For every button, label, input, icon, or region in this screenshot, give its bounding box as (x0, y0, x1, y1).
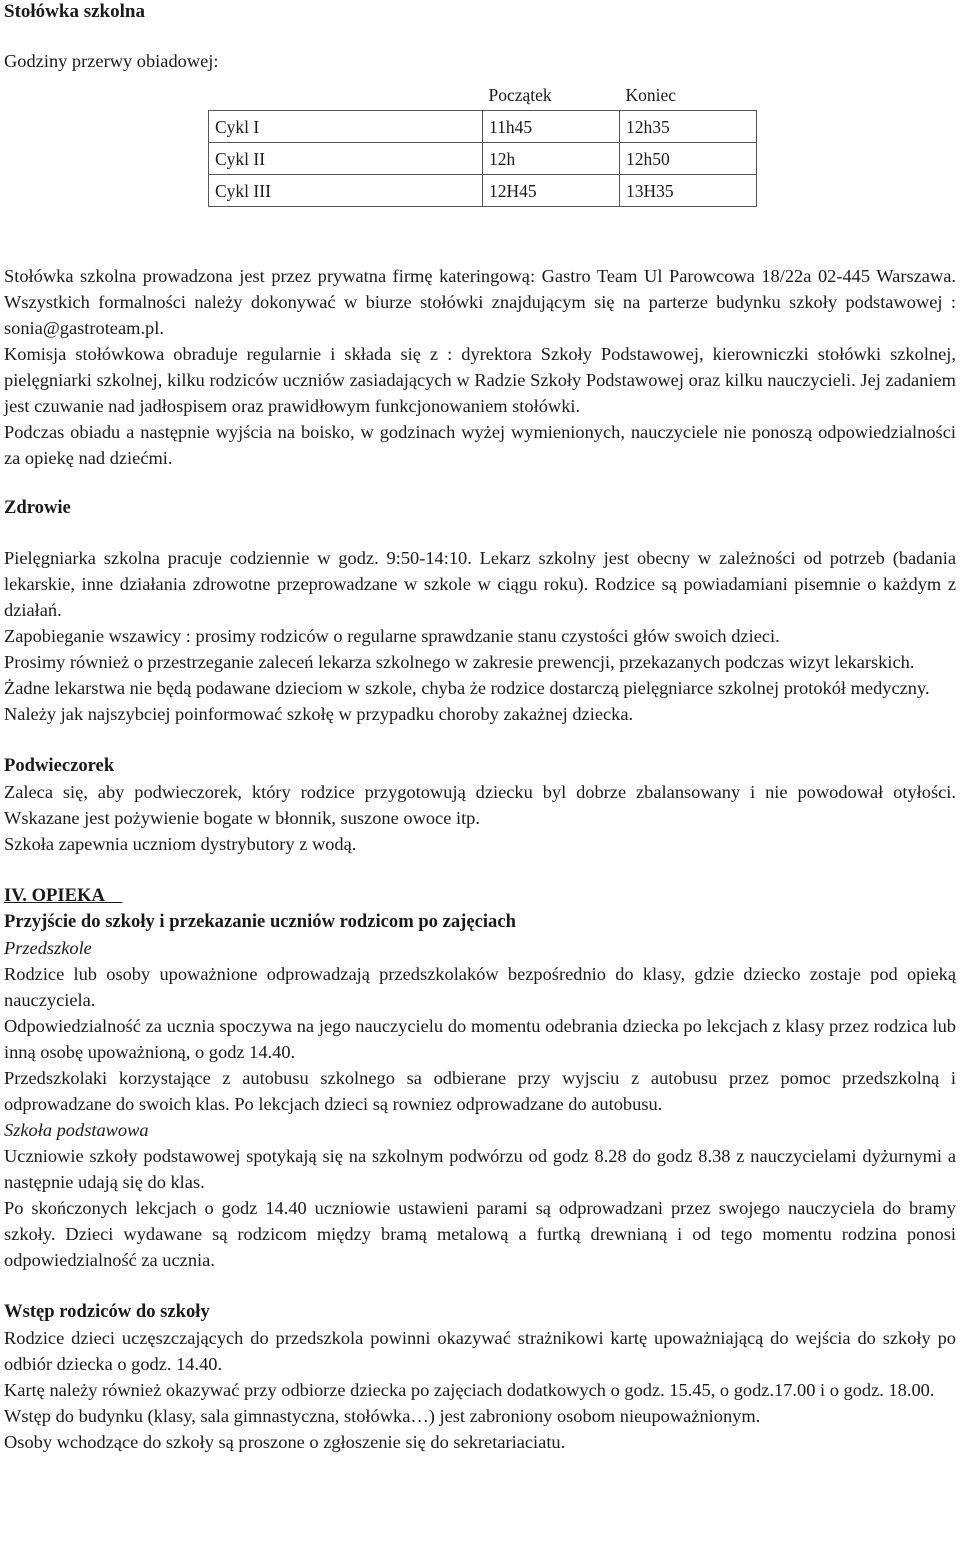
section-title-care: IV. OPIEKA (4, 885, 123, 906)
lunch-hours-table (208, 80, 757, 207)
table-header-row (209, 80, 757, 111)
health-paragraph-3: Prosimy również o przestrzeganie zaleceń lekarza szkolnego w zakresie prewencji, przekazanych podczas wizyt lekarskich. (4, 652, 915, 672)
care-paragraph-3: Przedszkolaki korzystające z autobusu szkolnego sa odbierane przy wyjsciu z autobusu przez pomoc przedszkolną i odprowadzane do swoich klas. Po lekcjach dzieci są rowniez odprowadzane do autobusu. (4, 1068, 956, 1114)
table-cell-cycle: Cykl I (209, 111, 483, 143)
table-header-end: Koniec (625, 85, 677, 105)
care-paragraph-5: Po skończonych lekcjach o godz 14.40 uczniowie ustawieni parami są odprowadzani przez swojego nauczyciela do bramy szkoły. Dzieci wydawane są rodzicom między bramą metalową a furtką drewnianą i od tego momentu rodzina ponosi odpowiedzialność za ucznia. (4, 1198, 956, 1270)
section-title-health: Zdrowie (4, 497, 71, 518)
preschool-label: Przedszkole (4, 938, 92, 958)
table-cell-cycle: Cykl III (209, 175, 483, 207)
section-title-snack: Podwieczorek (4, 755, 115, 776)
health-paragraph-1: Pielęgniarka szkolna pracuje codziennie w godz. 9:50-14:10. Lekarz szkolny jest obecny w zależności od potrzeb (badania lekarskie, inne działania zdrowotne przeprowadzane w szkole w ciągu roku). Rodzice są powiadamiani pisemnie o każdym z działań. (4, 548, 956, 620)
table-row (209, 143, 757, 175)
snack-paragraph-2: Szkoła zapewnia uczniom dystrybutory z wodą. (4, 834, 357, 854)
table-row (209, 111, 757, 143)
table-cell-start: 11h45 (483, 111, 620, 143)
section-title-canteen: Stołówka szkolna (4, 1, 145, 22)
canteen-paragraph-2: Komisja stołówkowa obraduje regularnie i składa się z : dyrektora Szkoły Podstawowej, kierowniczki stołówki szkolnej, pielęgniarki szkolnej, kilku rodziców uczniów zasiadających w Radzie Szkoły Podstawowej oraz kilku nauczycieli. Jej zadaniem jest czuwanie nad jadłospisem oraz prawidłowym funkcjonowaniem stołówki. (4, 344, 956, 416)
table-cell-cycle: Cykl II (209, 143, 483, 175)
table-header-cell (209, 80, 483, 111)
care-paragraph-2: Odpowiedzialność za ucznia spoczywa na jego nauczycielu do momentu odebrania dziecka po lekcjach z klasy przez rodzica lub inną osobę upoważnioną, o godz 14.40. (4, 1016, 956, 1062)
care-paragraph-4: Uczniowie szkoły podstawowej spotykają się na szkolnym podwórzu od godz 8.28 do godz 8.38 z nauczycielami dyżurnymi a następnie udają się do klas. (4, 1146, 956, 1192)
table-cell-end: 12h35 (620, 111, 757, 143)
health-paragraph-5: Należy jak najszybciej poinformować szkołę w przypadku choroby zakażnej dziecka. (4, 704, 634, 724)
snack-paragraph-1: Zaleca się, aby podwieczorek, który rodzice przygotowują dziecku byl dobrze zbalansowany i nie powodował otyłości. Wskazane jest pożywienie bogate w błonnik, suszone owoce itp. (4, 782, 956, 828)
canteen-paragraph-1: Stołówka szkolna prowadzona jest przez prywatna firmę kateringową: Gastro Team Ul Parowcowa 18/22a 02-445 Warszawa. Wszystkich formalności należy dokonywać w biurze stołówki znajdującym się na parterze budynku szkoły podstawowej : sonia@gastroteam.pl. (4, 266, 956, 338)
entry-paragraph-3: Wstęp do budynku (klasy, sala gimnastyczna, stołówka…) jest zabroniony osobom nieupoważnionym. (4, 1406, 761, 1426)
section-title-entry: Wstęp rodziców do szkoły (4, 1301, 210, 1322)
table-cell-end: 13H35 (620, 175, 757, 207)
entry-paragraph-1: Rodzice dzieci uczęszczających do przedszkola powinni okazywać strażnikowi kartę upoważniającą do wejścia do szkoły po odbiór dziecka o godz. 14.40. (4, 1328, 956, 1374)
table-cell-end: 12h50 (620, 143, 757, 175)
entry-paragraph-2: Kartę należy również okazywać przy odbiorze dziecka po zajęciach dodatkowych o godz. 15.45, o godz.17.00 i o godz. 18.00. (4, 1380, 935, 1400)
care-paragraph-1: Rodzice lub osoby upoważnione odprowadzają przedszkolaków bezpośrednio do klasy, gdzie dziecko zostaje pod opieką nauczyciela. (4, 964, 956, 1010)
table-header-start: Początek (488, 85, 552, 105)
primary-school-label: Szkoła podstawowa (4, 1120, 149, 1140)
table-cell-start: 12H45 (483, 175, 620, 207)
table-row (209, 175, 757, 207)
canteen-paragraph-3: Podczas obiadu a następnie wyjścia na boisko, w godzinach wyżej wymienionych, nauczyciele nie ponoszą odpowiedzialności za opiekę nad dziećmi. (4, 422, 956, 468)
entry-paragraph-4: Osoby wchodzące do szkoły są proszone o zgłoszenie się do sekretariaciatu. (4, 1432, 566, 1452)
hours-heading: Godziny przerwy obiadowej: (4, 51, 219, 71)
table-cell-start: 12h (483, 143, 620, 175)
health-paragraph-2: Zapobieganie wszawicy : prosimy rodziców o regularne sprawdzanie stanu czystości głów swoich dzieci. (4, 626, 780, 646)
health-paragraph-4: Żadne lekarstwa nie będą podawane dzieciom w szkole, chyba że rodzice dostarczą pielęgniarce szkolnej protokół medyczny. (4, 678, 930, 698)
care-subheading: Przyjście do szkoły i przekazanie uczniów rodzicom po zajęciach (4, 911, 516, 932)
